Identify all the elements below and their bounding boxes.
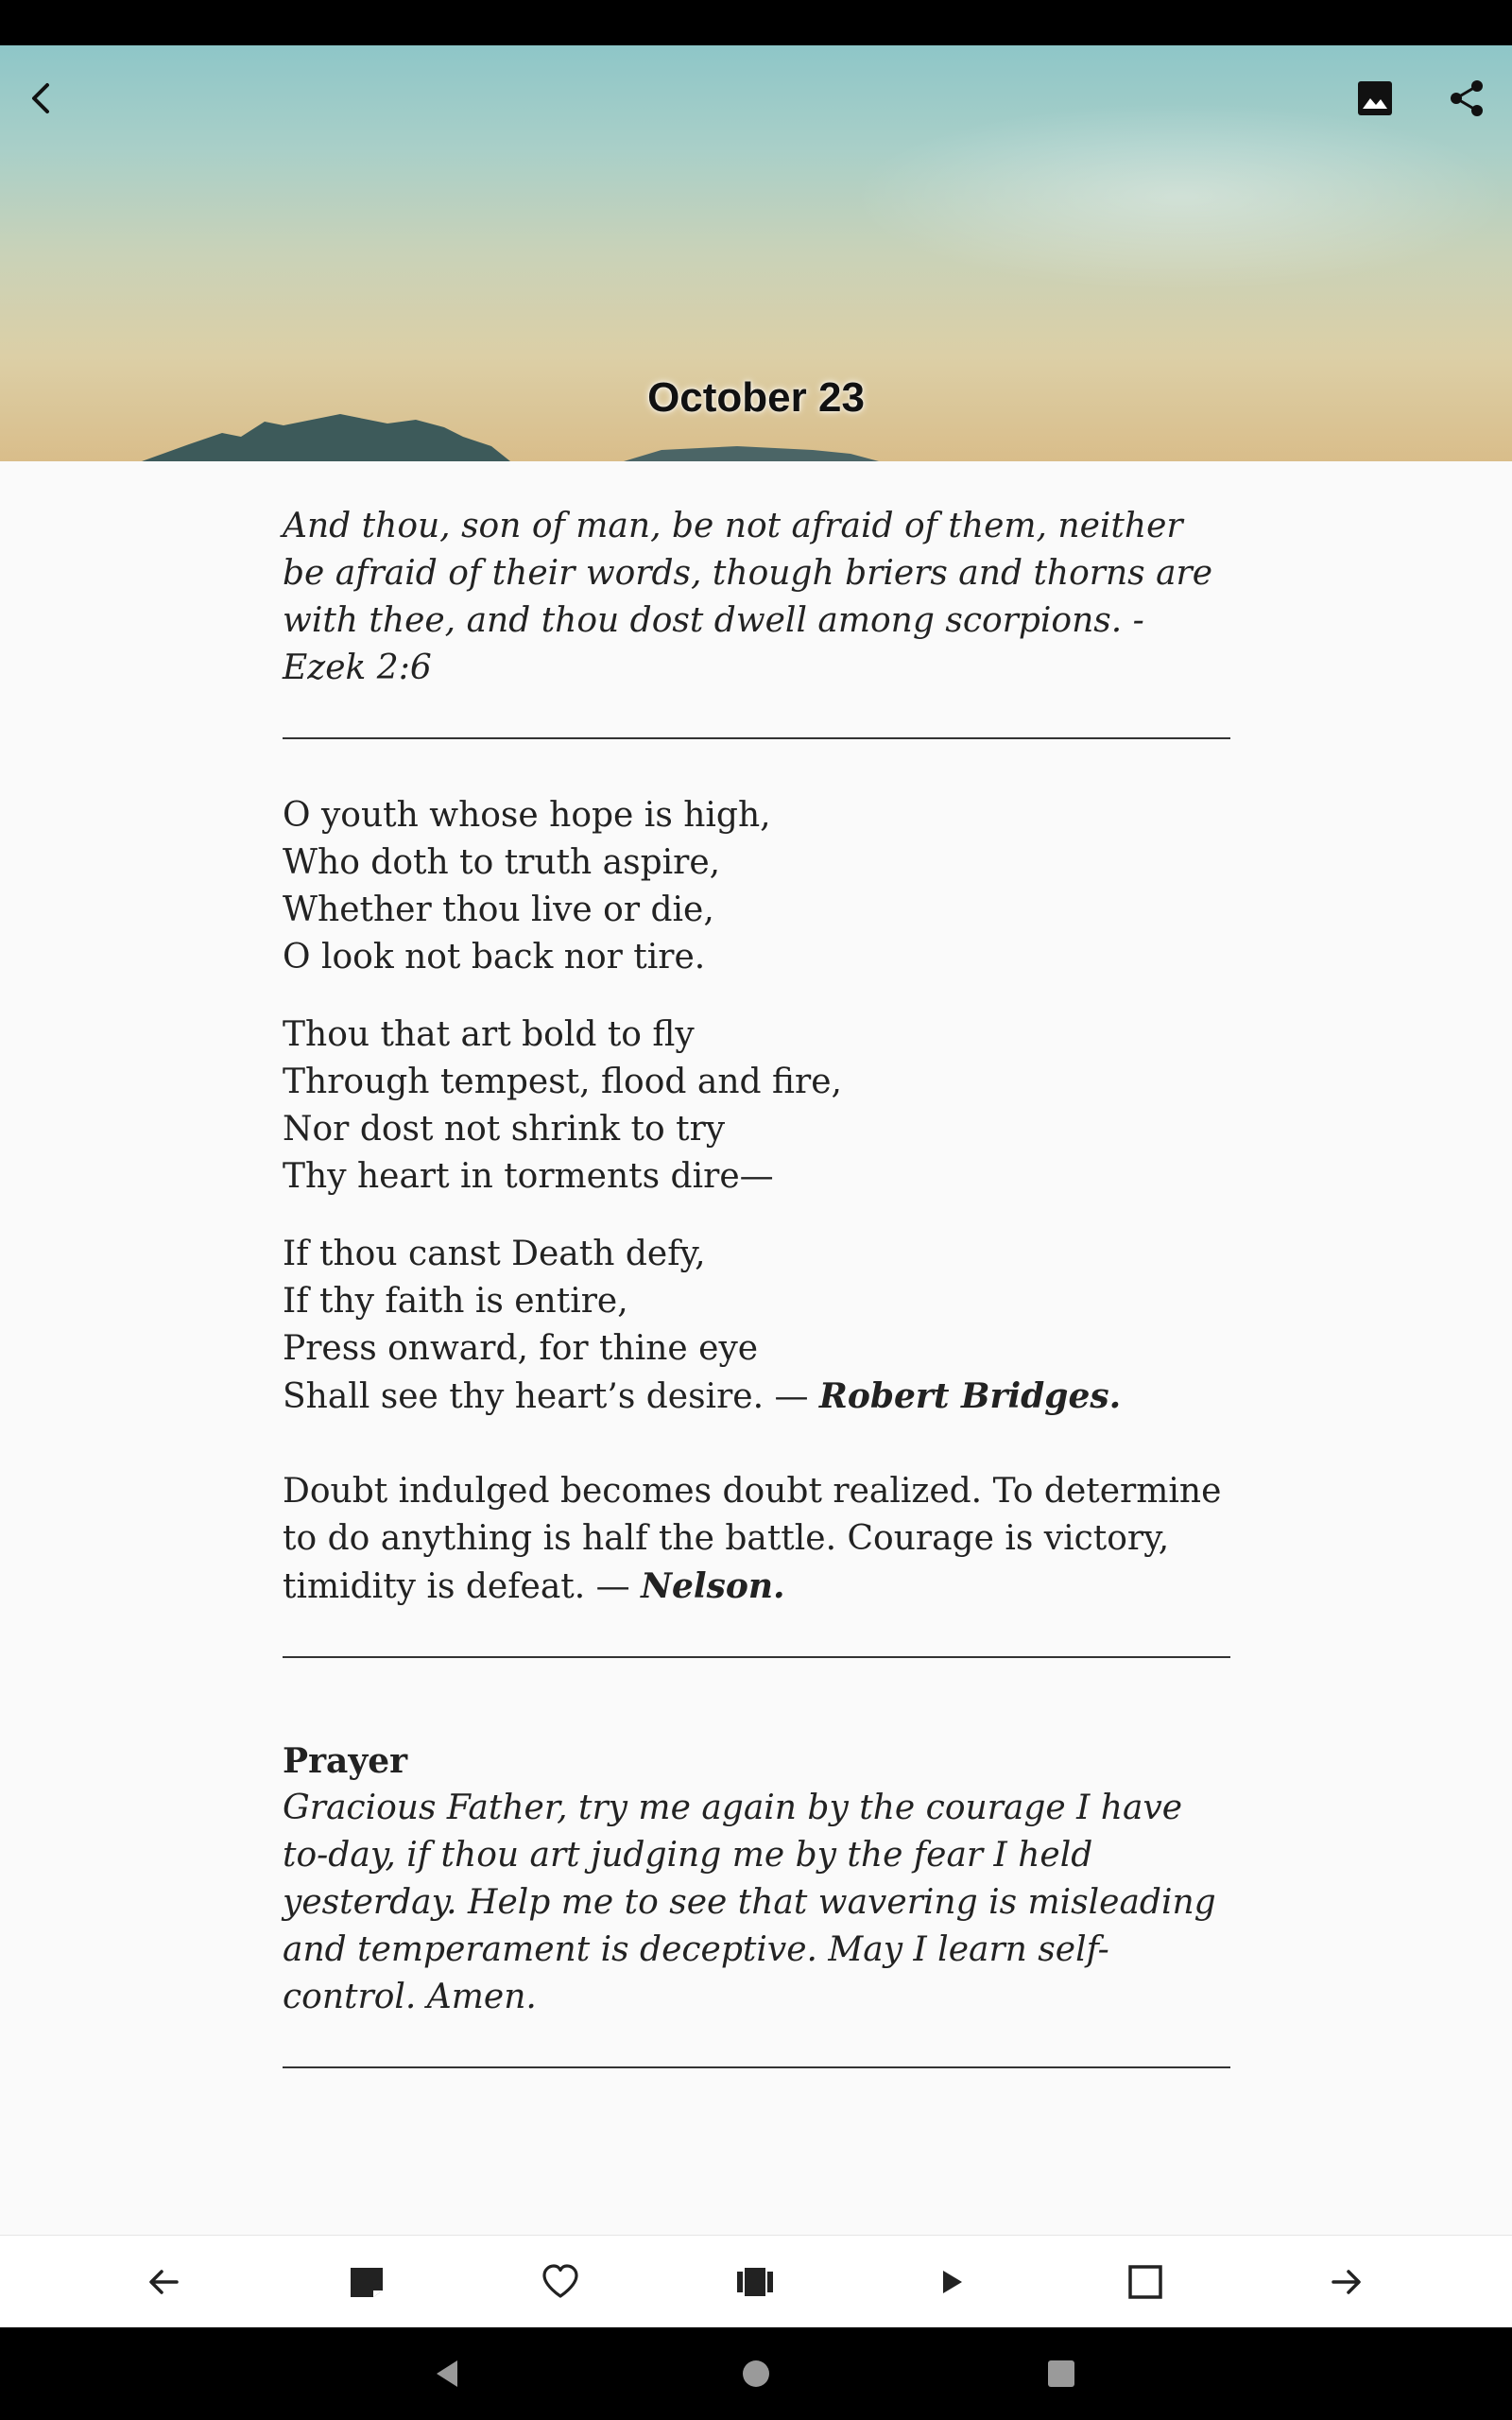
next-day-button[interactable] bbox=[1304, 2236, 1389, 2328]
bottom-toolbar bbox=[0, 2235, 1512, 2328]
image-icon bbox=[1356, 79, 1394, 117]
quote-text: Doubt indulged becomes doubt realized. To determine to do anything is half the battle. Courage is victory, timidity is defeat. — bbox=[283, 1472, 1222, 1606]
change-image-button[interactable] bbox=[1337, 60, 1413, 136]
poem-line: Press onward, for thine eye bbox=[283, 1329, 759, 1368]
poem-line: If thy faith is entire, bbox=[283, 1282, 628, 1321]
divider bbox=[283, 2066, 1230, 2068]
system-back-button[interactable] bbox=[401, 2327, 495, 2420]
previous-day-button[interactable] bbox=[121, 2236, 206, 2328]
nav-recents-icon bbox=[1044, 2357, 1078, 2391]
quote bbox=[283, 1468, 1230, 1611]
back-button[interactable] bbox=[4, 60, 79, 136]
chevron-left-icon bbox=[23, 79, 60, 117]
quote-author: Nelson. bbox=[641, 1566, 785, 1606]
poem-last-line bbox=[283, 1373, 1230, 1421]
poem-line: Who doth to truth aspire, bbox=[283, 843, 721, 882]
poem-stanza bbox=[283, 1011, 1230, 1201]
carousel-icon bbox=[734, 2263, 776, 2301]
poem-stanza bbox=[283, 792, 1230, 981]
fullscreen-button[interactable] bbox=[1103, 2236, 1188, 2328]
system-recents-button[interactable] bbox=[1014, 2327, 1108, 2420]
divider bbox=[283, 1656, 1230, 1658]
header-image bbox=[0, 45, 1512, 461]
share-icon bbox=[1447, 78, 1486, 118]
poem-line: If thou canst Death defy, bbox=[283, 1235, 706, 1273]
poem-stanza bbox=[283, 1231, 1230, 1421]
nav-back-icon bbox=[431, 2357, 465, 2391]
prayer-section bbox=[283, 1737, 1230, 2021]
carousel-button[interactable] bbox=[713, 2236, 798, 2328]
favorite-button[interactable] bbox=[518, 2236, 603, 2328]
prayer-title: Prayer bbox=[283, 1741, 408, 1781]
nav-home-icon bbox=[739, 2357, 773, 2391]
sky-glow bbox=[850, 102, 1512, 291]
poem-line: Nor dost not shrink to try bbox=[283, 1110, 726, 1149]
arrow-right-icon bbox=[1328, 2263, 1366, 2301]
poem-line: Thou that art bold to fly bbox=[283, 1015, 695, 1054]
system-home-button[interactable] bbox=[709, 2327, 803, 2420]
note-button[interactable] bbox=[324, 2236, 409, 2328]
share-button[interactable] bbox=[1429, 60, 1504, 136]
status-bar bbox=[0, 0, 1512, 45]
system-navigation-bar bbox=[0, 2327, 1512, 2420]
note-icon bbox=[347, 2262, 387, 2302]
poem-line: Thy heart in torments dire— bbox=[283, 1157, 774, 1196]
poem-line: O look not back nor tire. bbox=[283, 938, 706, 977]
poem-line: O youth whose hope is high, bbox=[283, 796, 771, 835]
poem-author: Robert Bridges. bbox=[818, 1376, 1122, 1416]
poem-line: Whether thou live or die, bbox=[283, 890, 714, 929]
poem-line: Through tempest, flood and fire, bbox=[283, 1063, 842, 1101]
poem bbox=[283, 792, 1230, 1421]
play-button[interactable] bbox=[908, 2236, 993, 2328]
scripture-verse: And thou, son of man, be not afraid of them, neither be afraid of their words, though briers and thorns are with thee, and thou dost dwell among scorpions. - Ezek 2:6 bbox=[283, 507, 1213, 687]
heart-icon bbox=[541, 2262, 580, 2302]
square-icon bbox=[1126, 2263, 1164, 2301]
poem-line-text: Shall see thy heart’s desire. — bbox=[283, 1377, 819, 1416]
prayer-text: Gracious Father, try me again by the courage I have to-day, if thou art judging me by the fear I held yesterday. Help me to see that wavering is misleading and temperament is deceptive. May I learn self-control. Amen. bbox=[283, 1789, 1216, 2016]
devotion-content bbox=[283, 503, 1230, 2068]
arrow-left-icon bbox=[145, 2263, 182, 2301]
page-title: October 23 bbox=[647, 374, 865, 421]
divider bbox=[283, 737, 1230, 739]
play-icon bbox=[932, 2263, 970, 2301]
